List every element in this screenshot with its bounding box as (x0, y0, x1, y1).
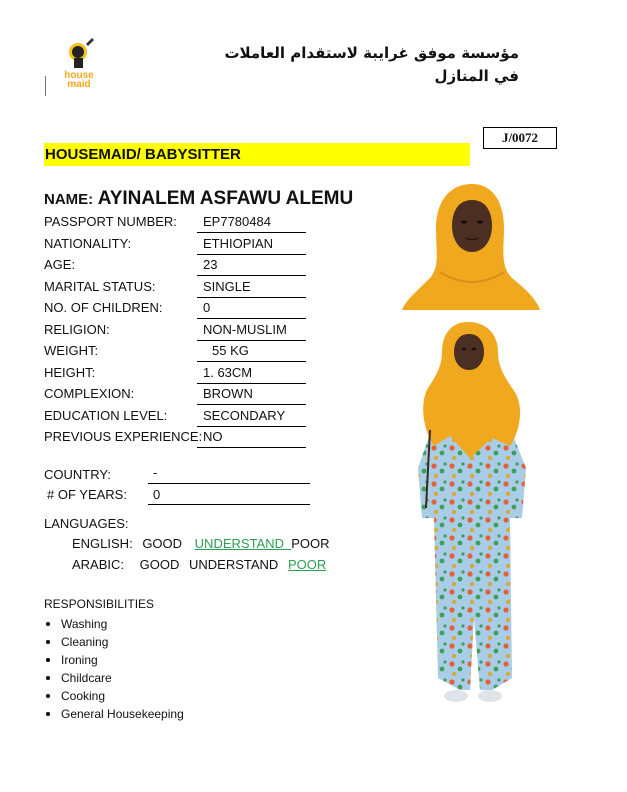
logo-text-house: house (64, 70, 94, 81)
list-item: Cooking (44, 688, 184, 706)
detail-label: HEIGHT: (44, 365, 96, 380)
logo-text-maid: maid (67, 79, 91, 90)
detail-underline (197, 318, 306, 319)
portrait-photo (400, 182, 542, 310)
detail-label: MARITAL STATUS: (44, 279, 156, 294)
years-label: # OF YEARS: (47, 487, 127, 502)
detail-label: PREVIOUS EXPERIENCE: (44, 429, 203, 444)
detail-value: SECONDARY (203, 408, 286, 423)
years-value: 0 (153, 487, 161, 502)
agency-name-line-2: في المنازل (434, 67, 519, 85)
country-label: COUNTRY: (44, 467, 111, 482)
name-label: NAME: (44, 191, 94, 208)
languages-title: LANGUAGES: (44, 516, 129, 531)
reference-number: J/0072 (483, 127, 557, 149)
country-value: - (153, 465, 158, 480)
position-banner: HOUSEMAID/ BABYSITTER (44, 143, 470, 166)
arabic-understand: UNDERSTAND (189, 557, 279, 572)
detail-value: 1. 63CM (203, 365, 253, 380)
detail-label: WEIGHT: (44, 343, 99, 358)
english-row (72, 536, 330, 551)
list-item: General Housekeeping (44, 706, 184, 724)
detail-underline (197, 361, 306, 362)
agency-name-arabic (219, 42, 519, 88)
arabic-good: GOOD (139, 557, 180, 572)
detail-label: NO. OF CHILDREN: (44, 300, 163, 315)
detail-label: EDUCATION LEVEL: (44, 408, 168, 423)
detail-label: COMPLEXION: (44, 386, 135, 401)
detail-value: 0 (203, 300, 211, 315)
arabic-poor-selected: POOR (287, 557, 327, 572)
english-label: ENGLISH: (72, 536, 133, 551)
detail-underline (197, 404, 306, 405)
detail-value: SINGLE (203, 279, 251, 294)
detail-value: BROWN (203, 386, 253, 401)
detail-label: NATIONALITY: (44, 236, 132, 251)
list-item: Washing (44, 616, 184, 634)
list-item: Cleaning (44, 634, 184, 652)
detail-underline (197, 254, 306, 255)
list-item: Childcare (44, 670, 184, 688)
detail-label: RELIGION: (44, 322, 110, 337)
responsibilities-list (44, 616, 184, 724)
detail-underline (197, 275, 306, 276)
country-underline (148, 483, 310, 484)
detail-underline (197, 383, 306, 384)
candidate-name (44, 188, 353, 210)
full-body-photo (412, 318, 530, 708)
english-good: GOOD (142, 536, 183, 551)
detail-underline (197, 232, 306, 233)
detail-value: EP7780484 (203, 214, 271, 229)
detail-underline (197, 340, 306, 341)
detail-underline (197, 426, 306, 427)
detail-label: AGE: (44, 257, 76, 272)
detail-value: 55 KG (212, 343, 249, 358)
detail-value: ETHIOPIAN (203, 236, 274, 251)
agency-logo (56, 36, 102, 90)
name-value: AYINALEM ASFAWU ALEMU (97, 188, 354, 209)
detail-value: NO (203, 429, 223, 444)
list-item: Ironing (44, 652, 184, 670)
arabic-label: ARABIC: (72, 557, 125, 572)
english-understand-selected: UNDERSTAND (194, 536, 284, 551)
detail-value: NON-MUSLIM (203, 322, 287, 337)
responsibilities-title: RESPONSIBILITIES (44, 597, 155, 611)
english-poor: POOR (291, 536, 330, 551)
header-divider (45, 76, 46, 96)
detail-underline (197, 447, 306, 448)
arabic-row (72, 557, 326, 572)
detail-value: 23 (203, 257, 218, 272)
detail-underline (197, 297, 306, 298)
years-underline (148, 504, 310, 505)
agency-name-line-1: مؤسسة موفق غرايبة لاستقدام العاملات (224, 44, 519, 62)
detail-label: PASSPORT NUMBER: (44, 214, 177, 229)
